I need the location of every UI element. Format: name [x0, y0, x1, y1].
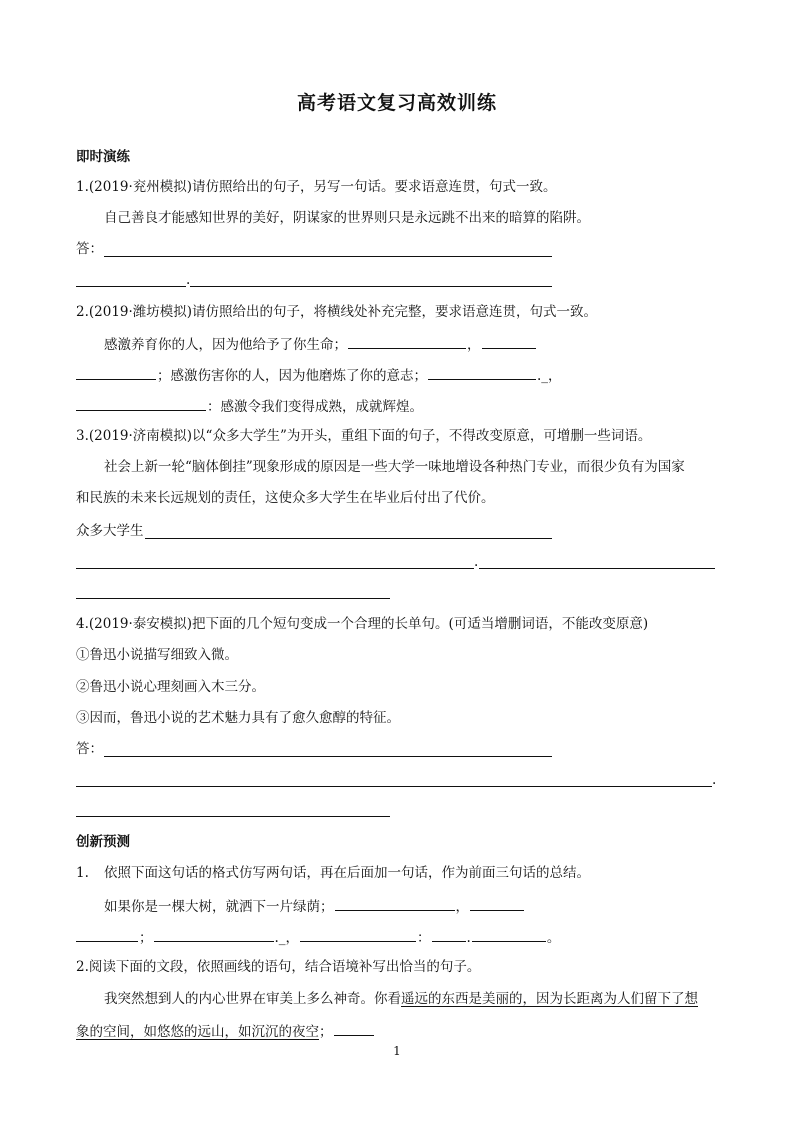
q2-blank-4[interactable]: [428, 364, 536, 380]
p1-blank-2[interactable]: [470, 895, 524, 911]
page-title: 高考语文复习高效训练: [296, 92, 497, 114]
p1-comma: ，: [455, 899, 469, 915]
p1-end: 。: [546, 930, 561, 946]
q1-example: 自己善良才能感知世界的美好，阴谋家的世界则只是永远跳不出来的暗算的陷阱。: [104, 210, 590, 226]
q3-answer-line-2b[interactable]: [479, 568, 715, 569]
q4-item-3: ③因而，鲁迅小说的艺术魅力具有了愈久愈醇的特征。: [76, 710, 400, 726]
q4-answer-line-3[interactable]: [76, 816, 390, 817]
q2-stem: 2.(2019·潍坊模拟)请仿照给出的句子，将横线处补充完整，要求语意连贯，句式一致。: [76, 304, 598, 320]
p1-example: 如果你是一棵大树，就洒下一片绿荫；: [104, 899, 334, 915]
p1-colon: ：: [417, 930, 431, 946]
p2-para-line-2: [76, 1020, 375, 1042]
section-heading-prediction: 创新预测: [76, 834, 130, 850]
q1-dot: .: [186, 272, 191, 288]
p2-para-line-1: [104, 989, 698, 1009]
p1-blank-1[interactable]: [335, 895, 455, 911]
p1-number: 1.: [76, 865, 89, 881]
p1-semicolon: ；: [139, 930, 153, 946]
p2-underlined-b: 象的空间，如悠悠的远山，如沉沉的夜空: [76, 1024, 319, 1040]
p1-blank-6[interactable]: [432, 926, 466, 942]
p1-blank-7[interactable]: [472, 926, 546, 942]
p1-blank-5[interactable]: [300, 926, 416, 942]
q2-line-3: [76, 395, 423, 417]
q4-answer-line-2[interactable]: [76, 786, 712, 787]
p1-line-2: [76, 926, 560, 948]
q4-dot: .: [712, 772, 717, 788]
q2-blank-1[interactable]: [348, 333, 466, 349]
q3-dot: .: [474, 554, 479, 570]
p2-underlined-a: 遥远的东西是美丽的，因为长距离为人们留下了想: [401, 991, 698, 1007]
q3-answer-line-1[interactable]: [145, 538, 552, 539]
q1-answer-line-2b[interactable]: [190, 286, 552, 287]
section-heading-practice: 即时演练: [76, 149, 130, 165]
p1-blank-3[interactable]: [76, 926, 138, 942]
q4-item-2: ②鲁迅小说心理刻画入木三分。: [76, 679, 265, 695]
q2-line-1: [104, 333, 537, 355]
p1-dot: .: [466, 930, 471, 946]
q3-stem: 3.(2019·济南模拟)以“众多大学生”为开头，重组下面的句子，不得改变原意，可增删一些词语。: [76, 428, 652, 444]
q1-answer-line-2a[interactable]: [76, 286, 186, 287]
q4-answer-line-1[interactable]: [104, 756, 552, 757]
q1-stem: 1.(2019·兖州模拟)请仿照给出的句子，另写一句话。要求语意连贯，句式一致。: [76, 179, 557, 195]
q3-para-2: 和民族的未来长远规划的责任，这使众多大学生在毕业后付出了代价。: [76, 490, 495, 506]
p2-blank-1[interactable]: [334, 1020, 374, 1036]
p1-line-1: [104, 895, 525, 917]
q3-para-1: 社会上新一轮“脑体倒挂”现象形成的原因是一些大学一味地增设各种热门专业，而很少负有为国家: [104, 459, 685, 475]
q3-answer-line-3[interactable]: [76, 598, 390, 599]
q2-comma: ，: [467, 337, 481, 353]
p1-mid: ._，: [274, 930, 300, 946]
p2-stem: 2.阅读下面的文段，依照画线的语句，结合语境补写出恰当的句子。: [76, 959, 481, 975]
q3-answer-start: 众多大学生: [76, 523, 144, 539]
q1-answer-label: 答：: [76, 241, 103, 257]
p1-stem: 依照下面这句话的格式仿写两句话，再在后面加一句话，作为前面三句话的总结。: [104, 865, 590, 881]
q2-line-3-text: ：感激令我们变得成熟，成就辉煌。: [207, 399, 423, 415]
q2-example-text: 感激养育你的人，因为他给予了你生命；: [104, 337, 347, 353]
q4-item-1: ①鲁迅小说描写细致入微。: [76, 647, 238, 663]
q1-answer-line-1[interactable]: [104, 256, 552, 257]
q3-answer-line-2a[interactable]: [76, 568, 474, 569]
q4-stem: 4.(2019·泰安模拟)把下面的几个短句变成一个合理的长单句。(可适当增删词语，不能改变原意): [76, 616, 649, 632]
q2-blank-2[interactable]: [482, 333, 536, 349]
q2-blank-5[interactable]: [76, 395, 206, 411]
p2-para-b-end: ；: [319, 1024, 333, 1040]
p1-blank-4[interactable]: [154, 926, 274, 942]
q2-line-2-end: ._，: [537, 368, 562, 384]
q2-blank-3[interactable]: [76, 364, 156, 380]
q4-answer-label: 答：: [76, 741, 103, 757]
q2-line-2: [76, 364, 562, 386]
p2-para-a: 我突然想到人的内心世界在审美上多么神奇。你看: [104, 991, 401, 1007]
q2-line-2-text: ；感激伤害你的人，因为他磨炼了你的意志；: [157, 368, 427, 384]
page-number: 1: [393, 1044, 401, 1058]
